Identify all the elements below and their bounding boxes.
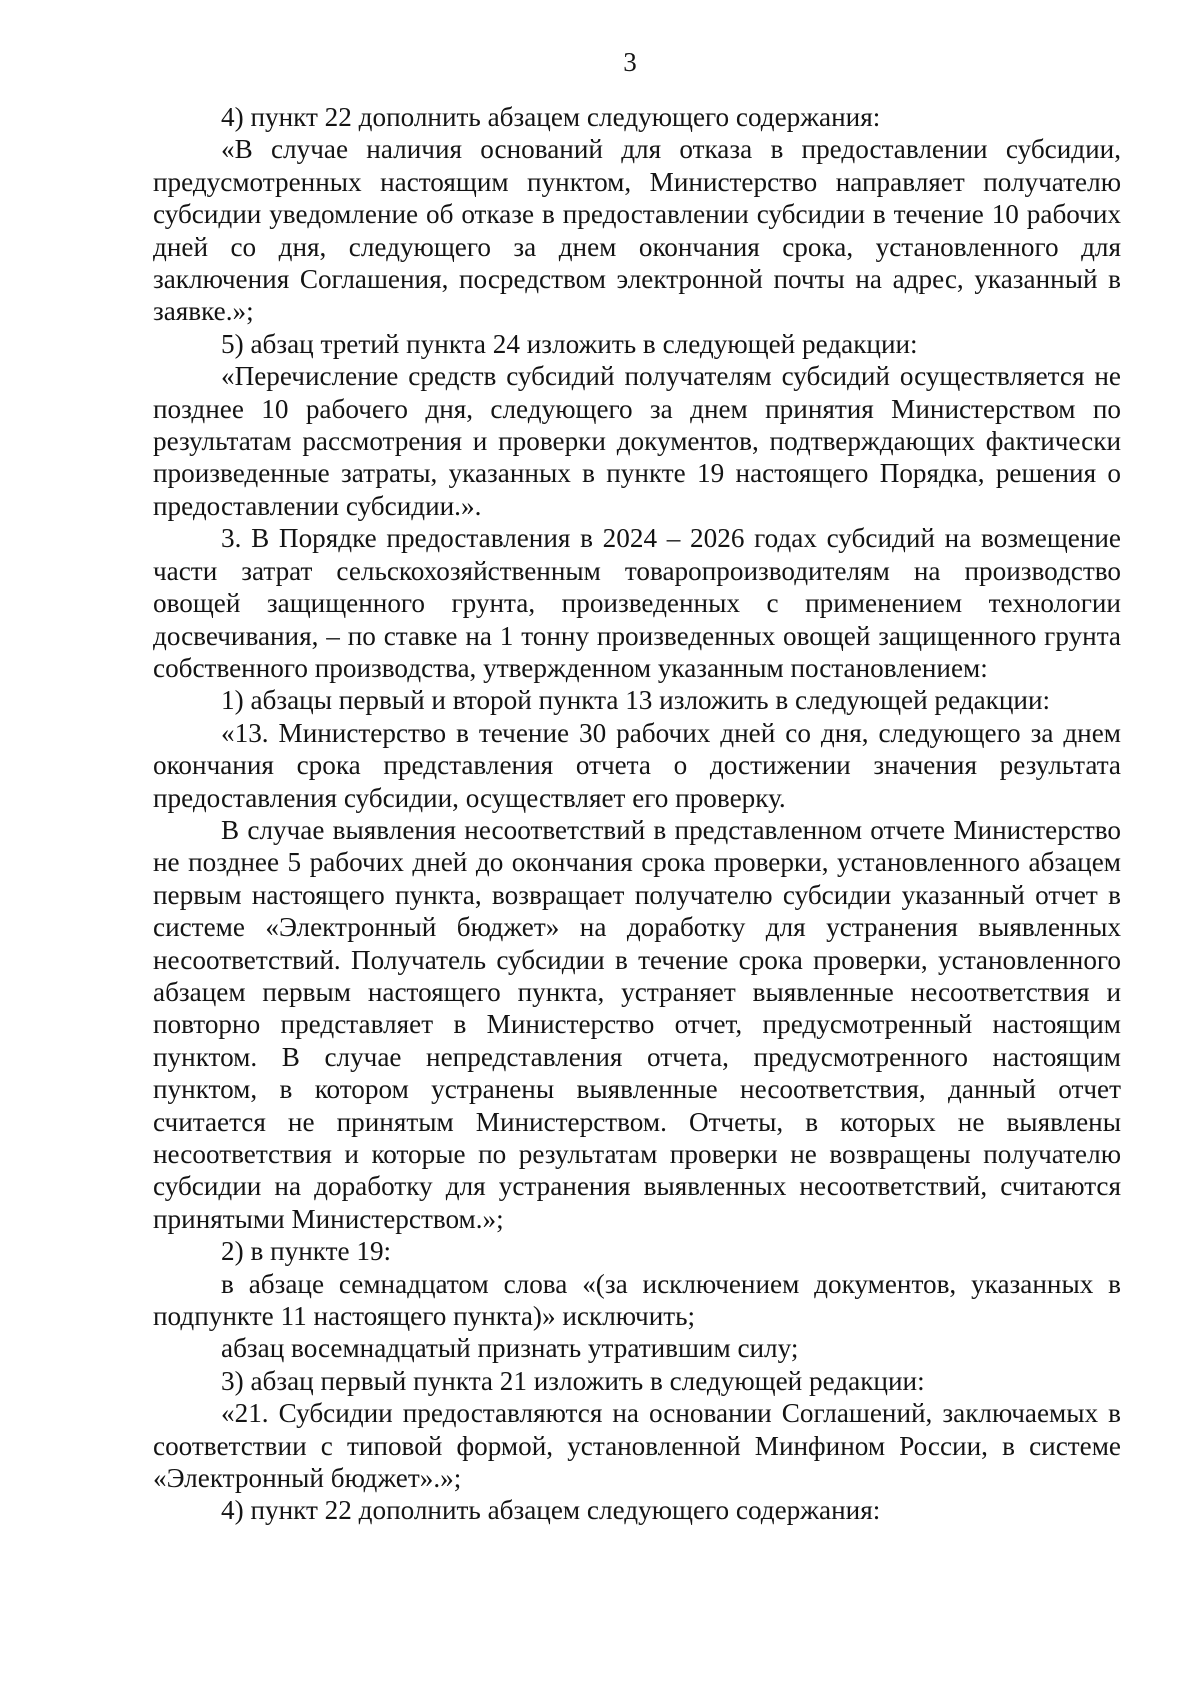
paragraph: абзац восемнадцатый признать утратившим силу; [221,1333,799,1364]
paragraph: «21. Субсидии предоставляются на основании Соглашений, заключаемых в соответствии с типовой формой, установленной Минфином России, в системе «Электронный бюджет».»; [153,1398,1121,1494]
paragraph: «Перечисление средств субсидий получателям субсидий осуществляется не позднее 10 рабочего дня, следующего за днем принятия Министерством по результатам рассмотрения и проверки документов, подтверждающих фактически произведенные затраты, указанных в пункте 19 настоящего Порядка, решения о предоставлении субсидии.». [153,361,1121,521]
paragraph: 5) абзац третий пункта 24 изложить в следующей редакции: [221,328,918,359]
paragraph: в абзаце семнадцатом слова «(за исключением документов, указанных в подпункте 11 настоящего пункта)» исключить; [153,1268,1121,1332]
paragraph: «В случае наличия оснований для отказа в предоставлении субсидии, предусмотренных настоящим пунктом, Министерство направляет получателю субсидии уведомление об отказе в предоставлении субсидии в течение 10 рабочих дней со дня, следующего за днем окончания срока, установленного для заключения Соглашения, посредством электронной почты на адрес, указанный в заявке.»; [153,134,1121,327]
paragraph: 4) пункт 22 дополнить абзацем следующего содержания: [221,102,881,132]
paragraph: 1) абзацы первый и второй пункта 13 изложить в следующей редакции: [221,685,1051,716]
paragraph: 4) пункт 22 дополнить абзацем следующего содержания: [221,1495,881,1526]
page-number: 3 [623,47,637,77]
paragraph: 3. В Порядке предоставления в 2024 – 2026 годах субсидий на возмещение части затрат сельскохозяйственным товаропроизводителям на производство овощей защищенного грунта, произведенных с применением технологии досвечивания, – по ставке на 1 тонну произведенных овощей защищенного грунта собственного производства, утвержденном указанным постановлением: [153,523,1121,683]
paragraph: «13. Министерство в течение 30 рабочих дней со дня, следующего за днем окончания срока представления отчета о достижении значения результата предоставления субсидии, осуществляет его проверку. [153,717,1121,813]
paragraph: 3) абзац первый пункта 21 изложить в следующей редакции: [221,1365,925,1396]
paragraph: В случае выявления несоответствий в представленном отчете Министерство не позднее 5 рабочих дней до окончания срока проверки, установленного абзацем первым настоящего пункта, возвращает получателю субсидии указанный отчет в системе «Электронный бюджет» на доработку для устранения выявленных несоответствий. Получатель субсидии в течение срока проверки, установленного абзацем первым настоящего пункта, устраняет выявленные несоответствия и повторно представляет в Министерство отчет, предусмотренный настоящим пунктом. В случае непредставления отчета, предусмотренного настоящим пунктом, в котором устранены выявленные несоответствия, данный отчет считается не принятым Министерством. Отчеты, в которых не выявлены несоответствия и которые по результатам проверки не возвращены получателю субсидии на доработку для устранения выявленных несоответствий, считаются принятыми Министерством.»; [153,814,1121,1234]
document-body [153,101,1121,1527]
paragraph: 2) в пункте 19: [221,1236,392,1267]
